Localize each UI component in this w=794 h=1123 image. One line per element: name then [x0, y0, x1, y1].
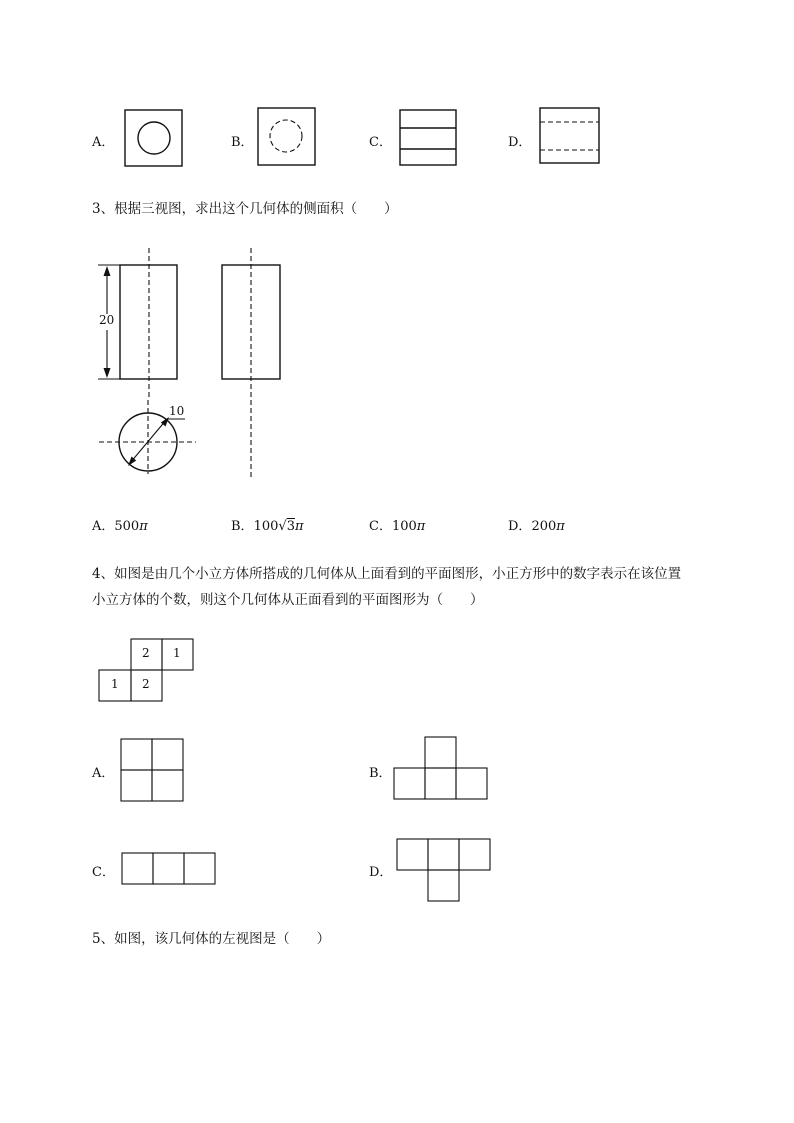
q3-option-b	[231, 515, 304, 534]
q2-figure-a	[125, 110, 182, 166]
q2-figure-a-square	[125, 110, 182, 166]
q3-option-a-pi: π	[139, 519, 148, 534]
q3-dim-arrow-bottom	[104, 368, 111, 378]
q4-grid-cell-top-left: 2	[142, 646, 150, 660]
q4-option-a-label: A．	[92, 766, 115, 781]
q3-dim-diameter-label: 10	[169, 404, 185, 418]
q3-dim-arrow-top	[104, 266, 111, 276]
q4-figure-b	[394, 737, 487, 799]
q4-grid-cell-bottom-right: 2	[142, 677, 150, 691]
q3-option-c	[369, 515, 425, 534]
q3-side-view	[222, 248, 280, 478]
q4-option-c-label: C．	[92, 865, 115, 880]
q3-dim-height-label: 20	[99, 313, 115, 327]
q2-figure-d-rect	[540, 108, 599, 163]
q4-figure-d	[397, 839, 490, 901]
q2-figure-c-rect	[400, 110, 456, 165]
q2-figure-b	[258, 108, 315, 165]
q2-option-a-label: A．	[92, 135, 115, 150]
q3-option-c-value: 100	[391, 519, 417, 534]
q2-figure-b-dashed-circle	[270, 120, 302, 152]
q2-option-c-label: C．	[369, 135, 392, 150]
q3-option-d-value: 200	[531, 519, 557, 534]
q3-option-b-value: 100	[253, 519, 279, 534]
q3-option-b-pi: π	[294, 519, 304, 534]
q4-option-b-label: B．	[369, 766, 392, 781]
q3-option-d	[508, 515, 565, 534]
q3-option-c-label: C．	[369, 519, 392, 534]
q3-option-c-pi: π	[416, 519, 426, 534]
q3-option-a-value: 500	[114, 519, 140, 534]
q4-stem-line1: 4、如图是由几个小立方体所搭成的几何体从上面看到的平面图形，小正方形中的数字表示在该位置	[92, 566, 682, 582]
q2-figure-a-circle	[138, 122, 170, 154]
q2-figure-b-square	[258, 108, 315, 165]
q3-option-d-pi: π	[556, 519, 565, 534]
q4-figure-c	[122, 853, 215, 884]
q5-stem: 5、如图，该几何体的左视图是（ ）	[92, 931, 331, 947]
q2-figure-d	[540, 108, 599, 163]
q3-option-b-radicand: 3	[286, 519, 295, 534]
q2-option-d-label: D．	[508, 135, 532, 150]
q4-option-d-label: D．	[369, 865, 393, 880]
q3-option-d-label: D．	[508, 519, 532, 534]
q4-stem-line2: 小立方体的个数，则这个几何体从正面看到的平面图形为（ ）	[92, 592, 484, 608]
q3-option-b-label: B．	[231, 519, 254, 534]
q3-stem: 3、根据三视图，求出这个几何体的侧面积（ ）	[92, 201, 398, 217]
q3-option-a-label: A．	[92, 519, 115, 534]
q3-option-a	[92, 515, 148, 534]
q4-figure-a	[121, 739, 183, 801]
q2-option-b-label: B．	[231, 135, 254, 150]
q4-grid-cell-top-right: 1	[173, 646, 181, 660]
q2-figure-c	[400, 110, 456, 165]
sqrt-icon: √	[278, 519, 287, 534]
q4-grid-cell-bottom-left: 1	[111, 677, 119, 691]
